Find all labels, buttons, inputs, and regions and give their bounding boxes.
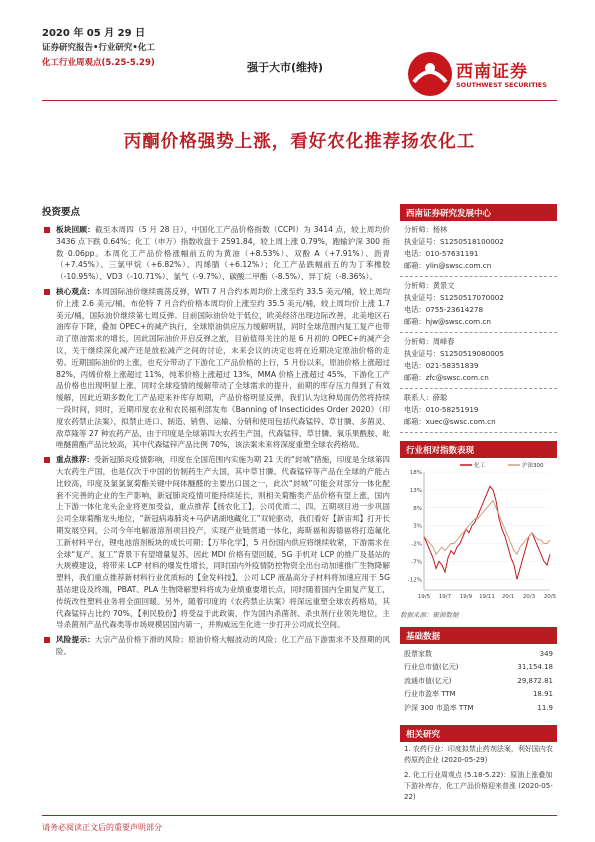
investment-heading: 投资要点 [42,207,81,218]
row-value: 31,154.18 [517,663,553,672]
basic-data-heading: 基础数据 [400,627,557,644]
y-tick-label: -12% [407,577,422,584]
logo-en: SOUTHWEST SECURITIES [456,81,547,89]
bullet-label: 板块回顾： [56,225,96,234]
footer-disclaimer: 请务必阅读正文后的重要声明部分 [42,823,162,832]
bullet-text: 受新冠肺炎疫情影响，印度在全国范围内实施为期 21 天的“封城”措施，印度是全球第四大农药生产国，也是仅次于中国的仿制药生产大国，其中草甘膦、代森锰锌等产品在全球的产能占比较高，印度及氯氯氯菊酯关键中间体醚醛的主要出口国之一，此次“封城”可能会对部分一体化配套不完善的企业的生产影响，新冠肺炎疫情可能持续延长，则相关菊酯类产品价格有望上涨，国内上下游一体化龙头企业将更加受益，重点推荐【扬农化工】，公司优质二、四、五期项目进一步巩固公司全球菊酯龙头地位，“新冠病毒肺炎+马萨诸湖地藏化工”双轮驱动，我们看好【新宙邦】打开长期发展空间，公司今年电解液溶剂项目投产，实现产业链贯通一体化，海斯福和海德福将打造氟化工新材料平台，锂电池溶剂板块的成长可期；【万华化学】，5 月份国内供应将继续收紧，下游需求在全球“复产、复工”背景下有望增量复苏，因此 MDI 价格有望回暖，5G 手机对 LCP 的推广及基站的大规模建设，将带来 LCP 材料的爆发性增长，同时国内外疫情防控物资全出台动加速推广生物降解塑料，我们重点推荐新材料行业优质标的【金发科技】，公司 LCP 液晶高分子材料将加速应用于 5G 基站建设及终端，PBAT、PLA 生物降解塑料将成为业绩重要增长点，同时随着国内全面复产复工，传统改性塑料业务将全面回暖。另外，随着印度的《农药禁止法案》将深远重塑全球农药格局，其代森锰锌占比约 70%，【利民股份】将受益于此政策，作为国内杀菌剂、杀虫剂行业领先地位，主导杀菌剂产品代森类等市场规模居国内第一，并购威远生化进一步打开公司成长空间。 [56,455,391,630]
x-tick-label: 20/1 [501,594,515,600]
table-row [400,702,557,715]
bullet-recommend [42,454,390,631]
y-tick-label: 13% [409,487,422,494]
rating: 强于大市(维持) [247,61,324,74]
y-tick-label: -7% [411,559,422,566]
bullet-square-icon [44,457,50,463]
bullet-text: 本周国际油价继续震荡反弹，WTI 7 月合约本周均价上涨至约 33.5 美元/桶，较上周均价上涨 2.6 美元/桶，布伦特 7 月合约价格本周均价上涨至约 35.5 美元/桶，较上周均价上涨 1.7 美元/桶，国际油价继续第七周反弹。目前国际油价处于低位，欧美经济出现边际改善，北美地区石油库存下降，叠加 OPEC+的减产执行，全球原油供应压力缓解明显，同时全球范围内复工复产也带动了原油需求的增长，因此国际油价开启反弹之旅，目前值得关注的是 6 月初的 OPEC+的减产会议，关于继续深化减产还是放松减产之间的讨论，未来会议的决定也将在近期决定原油价格的走势。近期国际油价的上涨，也充分带动了下游化工产品价格的上行，5 月份以来，原油价格上涨超过 82%，丙烯价格上涨超过 11%，纯苯价格上涨超过 13%，MMA 价格上涨超过 45%，下游化工产品价格也出现明显上涨，同时全球疫情的缓解带动了全球需求的提升，前期的库存压力得到了有效缓解，因此近期多数化工产品迎来补库存周期，产品价格明显反弹，我们认为这种局面仍然将持续一段时间，同时，近期印度农业和农民福利部发布《Banning of Insecticides Order 2020》（印度农药禁止法案），拟禁止进口、制造、销售、运输、分销和使用包括代森锰锌、草甘膦、多菌灵、敌草隆等 27 种农药产品，由于印度是全球第四大农药生产国，代森锰锌、草甘膦、氧乐果酰胺、吡唑醚菌酯产品比较高，其中代森锰锌产品比例 70%，该法案未来将深度重塑全球农药格局。 [56,286,390,450]
x-tick-label: 20/5 [543,594,557,600]
series-line-1 [424,501,550,555]
row-label: 行业总市值(亿元) [404,663,459,672]
y-tick-label: 3% [413,523,422,530]
related-link[interactable]: 2. 化工行业周观点 (5.18-5.22)：原油上涨叠加下游补库存，化工产品价格迎来普涨 (2020-05-22) [404,771,553,802]
analyst-card [400,221,557,277]
sidebar [400,204,557,805]
bullet-review [42,224,390,283]
legend-label: 沪深300 [522,463,544,469]
weekly-title: 化工行业周观点(5.25-5.29) [42,58,155,68]
basic-data-table [400,648,557,715]
bullet-text: 大宗产品价格下滑的风险；原油价格大幅波动的风险；化工产品下游需求不及预期的风险。 [56,635,390,656]
bullet-risk [42,634,390,658]
table-row [400,648,557,661]
row-value: 29,872.81 [517,676,553,685]
analyst-name: 分析师：周峰春 [404,337,455,346]
row-value: 18.91 [532,690,553,699]
bullet-label: 风险提示： [56,635,95,645]
row-label: 沪深 300 市盈率 TTM [404,703,474,712]
row-label: 股票家数 [404,650,432,658]
y-tick-label: -2% [411,541,422,548]
analyst-phone: 电话：010-58251919 [404,405,479,414]
bullet-core-view [42,286,390,451]
report-type: 证券研究报告•行业研究•化工 [42,43,155,53]
x-tick-label: 19/7 [438,594,452,600]
analyst-phone: 电话：010-57631191 [404,249,479,258]
logo-mark-icon [408,52,452,96]
y-tick-label: 18% [409,470,422,476]
analyst-email[interactable]: 邮箱：xuec@swsc.com.cn [404,417,496,426]
related-link[interactable]: 1. 农药行业：印度拟禁止药剂法案，利好国内农药原药企业 (2020-05-29) [404,745,553,765]
series-line-0 [424,486,550,579]
analyst-email[interactable]: 邮箱：ylin@swsc.com.cn [404,261,492,270]
bullet-square-icon [44,637,50,643]
row-value: 349 [539,650,553,658]
row-label: 流通市值(亿元) [404,676,452,685]
analyst-email[interactable]: 邮箱：hjw@swsc.com.cn [404,317,491,326]
analyst-name: 分析师：黄景文 [404,281,455,290]
page-title: 丙酮价格强势上涨，看好农化推荐扬农化工 [123,132,476,152]
relative-index-chart [400,458,557,608]
chart-svg [400,458,557,608]
footer-divider [42,815,557,816]
logo-cn: 西南证券 [456,62,528,82]
analyst-cert: 执业证号：S1250517070002 [404,293,504,302]
analyst-cert: 执业证号：S1250518100002 [404,237,504,246]
analyst-card [400,333,557,389]
header-divider [42,100,557,101]
report-date: 2020 年 05 月 29 日 [42,28,146,39]
analyst-name: 联系人：薛聪 [404,393,448,402]
analyst-name: 分析师：杨林 [404,225,448,234]
y-tick-label: 8% [413,505,422,512]
x-tick-label: 19/11 [479,594,495,600]
bullet-square-icon [44,289,50,295]
team-heading: 西南证券研究发展中心 [400,204,557,221]
bullet-text: 截至本周四（5 月 28 日），中国化工产品价格指数（CCPI）为 3414 点，较上周均价 3436 点下跌 0.64%；化工（申万）指数收盘于 2591.84，较上周上涨 0.79%，跑输沪深 300 指数 0.06pp。本周化工产品价格涨幅前五的为黄油（+8.53%）、双酚 A（+7.91%）、沥青（+7.45%）、三氯甲烷（+6.82%）、丙烯腈（+6.12%）；化工产品跌幅前五的为丁苯橡胶（-10.95%）、VD3（-10.71%）、氯气（-9.7%）、碳酸二甲酯（-8.5%）、异丁烷（-8.36%）。 [56,225,390,282]
analyst-card [400,389,557,433]
bullet-square-icon [44,227,50,233]
chart-heading: 行业相对指数表现 [400,441,557,458]
analyst-cert: 执业证号：S1250519080005 [404,349,504,358]
legend-label: 化工 [474,463,486,469]
analyst-card [400,277,557,333]
investment-summary [42,204,390,661]
x-tick-label: 19/9 [459,594,473,600]
analyst-phone: 电话：021-58351839 [404,361,479,370]
x-tick-label: 19/5 [417,594,431,600]
row-label: 行业市盈率 TTM [404,690,456,699]
brand-logo [408,52,558,96]
analyst-phone: 电话：0755-23614278 [404,305,484,314]
bullet-label: 重点推荐： [56,455,95,465]
chart-source: 数据来源：聚源数据 [400,611,459,619]
row-value: 11.9 [537,703,553,712]
table-row [400,688,557,701]
table-row [400,661,557,674]
table-row [400,675,557,688]
related-heading: 相关研究 [400,725,557,742]
x-tick-label: 20/3 [522,594,536,600]
analyst-email[interactable]: 邮箱：zfc@swsc.com.cn [404,373,489,382]
header-meta [42,26,155,71]
bullet-label: 核心观点： [56,286,95,296]
